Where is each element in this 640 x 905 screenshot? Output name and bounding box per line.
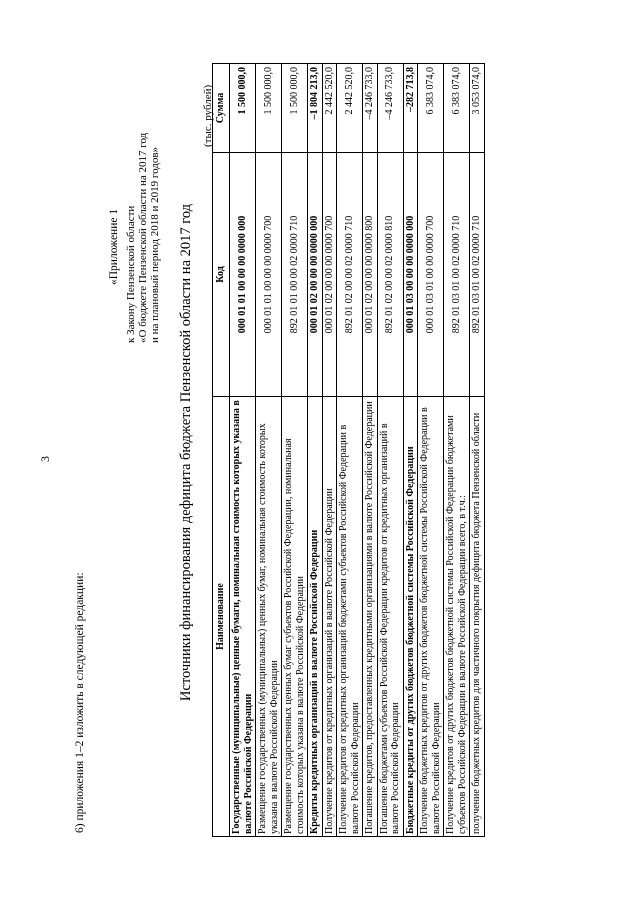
- table-row: [470, 64, 485, 837]
- intro-text: 6) приложения 1–2 изложить в следующей редакции:: [74, 572, 86, 833]
- row-name-cell: Получение кредитов от кредитных организаций бюджетами субъектов Российской Федерации в валюте Российской Федерации: [337, 397, 363, 837]
- table-row: [282, 64, 308, 837]
- row-code-cell: 000 01 02 00 00 00 0000 000: [308, 153, 323, 397]
- table-row: [256, 64, 282, 837]
- row-name-cell: Бюджетные кредиты от других бюджетов бюджетной системы Российской Федерации: [403, 397, 418, 837]
- row-amount-cell: –4 246 733,0: [377, 64, 403, 153]
- row-amount-cell: 1 500 000,0: [282, 64, 308, 153]
- row-code-cell: 000 01 02 00 00 00 0000 700: [322, 153, 337, 397]
- row-code-cell: 000 01 03 00 00 00 0000 000: [403, 153, 418, 397]
- table-header-row: [213, 64, 230, 837]
- law-reference-line: к Закону Пензенской области: [125, 205, 137, 343]
- header-name: Наименование: [213, 397, 230, 837]
- table-row: [444, 64, 470, 837]
- row-name-cell: Погашение бюджетами субъектов Российской Федерации кредитов от кредитных организаций в валюте Российской Федерации: [377, 397, 403, 837]
- row-amount-cell: 2 442 520,0: [322, 64, 337, 153]
- law-reference-line: «О бюджете Пензенской области на 2017 год: [137, 132, 149, 343]
- row-code-cell: 000 01 01 00 00 00 0000 000: [230, 153, 256, 397]
- row-code-cell: 892 01 03 01 00 02 0000 710: [444, 153, 470, 397]
- row-name-cell: Кредиты кредитных организаций в валюте Российской Федерации: [308, 397, 323, 837]
- row-name-cell: получение бюджетных кредитов для частичного покрытия дефицита бюджета Пензенской области: [470, 397, 485, 837]
- table-row: [377, 64, 403, 837]
- table-row: [363, 64, 378, 837]
- row-code-cell: 892 01 03 01 00 02 0000 710: [470, 153, 485, 397]
- table-row: [403, 64, 418, 837]
- row-amount-cell: 2 442 520,0: [337, 64, 363, 153]
- header-code: Код: [213, 153, 230, 397]
- header-amount: Сумма: [213, 64, 230, 153]
- row-name-cell: Получение кредитов от кредитных организаций в валюте Российской Федерации: [322, 397, 337, 837]
- table-row: [322, 64, 337, 837]
- row-amount-cell: –1 804 213,0: [308, 64, 323, 153]
- page-number: 3: [38, 456, 52, 462]
- row-name-cell: Государственные (муниципальные) ценные бумаги, номинальная стоимость которых указана в валюте Российской Федерации: [230, 397, 256, 837]
- row-amount-cell: –4 246 733,0: [363, 64, 378, 153]
- table-row: [308, 64, 323, 837]
- table-row: [337, 64, 363, 837]
- row-amount-cell: 6 383 074,0: [444, 64, 470, 153]
- row-code-cell: 892 01 02 00 00 02 0000 710: [337, 153, 363, 397]
- row-code-cell: 000 01 03 01 00 00 0000 700: [418, 153, 444, 397]
- table-row: [230, 64, 256, 837]
- row-code-cell: 892 01 02 00 00 02 0000 810: [377, 153, 403, 397]
- row-name-cell: Получение кредитов от других бюджетов бюджетной системы Российской Федерации бюджетами субъектов Российской Федерации в валюте Российской Федерации всего, в т.ч.:: [444, 397, 470, 837]
- row-amount-cell: 1 500 000,0: [230, 64, 256, 153]
- appendix-label: «Приложение 1: [108, 208, 120, 285]
- document-title: Источники финансирования дефицита бюджета Пензенской области на 2017 год: [178, 203, 194, 702]
- financing-table: [212, 63, 485, 837]
- row-code-cell: 892 01 01 00 00 02 0000 710: [282, 153, 308, 397]
- row-name-cell: Размещение государственных ценных бумаг субъектов Российской Федерации, номинальная стоимость которых указана в валюте Российской Федерации: [282, 397, 308, 837]
- row-amount-cell: –282 713,8: [403, 64, 418, 153]
- law-reference-line: и на плановый период 2018 и 2019 годов»: [149, 146, 161, 343]
- row-name-cell: Размещение государственных (муниципальных) ценных бумаг, номинальная стоимость которых указана в валюте Российской Федерации: [256, 397, 282, 837]
- table-row: [418, 64, 444, 837]
- row-name-cell: Получение бюджетных кредитов от других бюджетов бюджетной системы Российской Федерации в валюте Российской Федерации: [418, 397, 444, 837]
- row-amount-cell: 6 383 074,0: [418, 64, 444, 153]
- units-label: (тыс. рублей): [202, 84, 214, 147]
- row-amount-cell: 3 053 074,0: [470, 64, 485, 153]
- row-code-cell: 000 01 02 00 00 00 0000 800: [363, 153, 378, 397]
- row-name-cell: Погашение кредитов, предоставленных кредитными организациями в валюте Российской Федерации: [363, 397, 378, 837]
- law-reference: [125, 133, 161, 343]
- row-code-cell: 000 01 01 00 00 00 0000 700: [256, 153, 282, 397]
- row-amount-cell: 1 500 000,0: [256, 64, 282, 153]
